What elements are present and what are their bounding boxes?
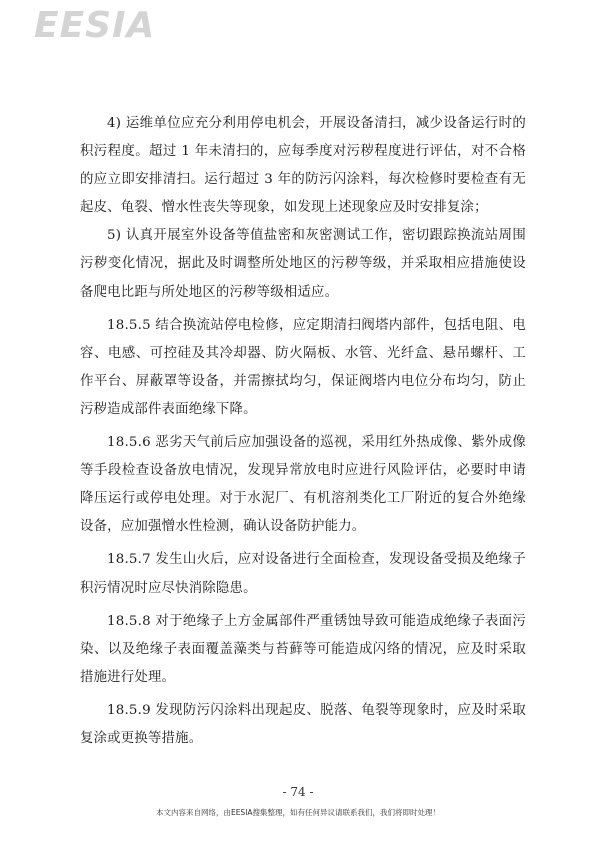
document-body <box>80 110 526 753</box>
eesia-logo: EESIA <box>34 5 156 46</box>
section-18-5-5: 18.5.5 结合换流站停电检修，应定期清扫阀塔内部件，包括电阻、电容、电感、可控硅及其冷却器、防火隔板、水管、光纤盒、悬吊螺杆、工作平台、屏蔽罩等设备，并需擦拭均匀，保证阀塔内电位分布均匀，防止污秽造成部件表面绝缘下降。 <box>80 317 526 417</box>
section-18-5-8: 18.5.8 对于绝缘子上方金属部件严重锈蚀导致可能造成绝缘子表面污染、以及绝缘子表面覆盖藻类与苔藓等可能造成闪络的情况，应及时采取措施进行处理。 <box>80 613 526 685</box>
section-18-5-6: 18.5.6 恶劣天气前后应加强设备的巡视，采用红外热成像、紫外成像等手段检查设备放电情况，发现异常放电时应进行风险评估，必要时申请降压运行或停电处理。对于水泥厂、有机溶剂类化工厂附近的复合外绝缘设备，应加强憎水性检测，确认设备防护能力。 <box>80 435 526 535</box>
paragraph-item-4: 4) 运维单位应充分利用停电机会，开展设备清扫，减少设备运行时的积污程度。超过 1 年未清扫的，应每季度对污秽程度进行评估，对不合格的应立即安排清扫。运行超过 3 年的防污闪涂料，每次检修时要检查有无起皮、龟裂、憎水性丧失等现象，如发现上述现象应及时安排复涂； <box>80 116 526 216</box>
section-18-5-7: 18.5.7 发生山火后，应对设备进行全面检查，发现设备受损及绝缘子积污情况时应尽快消除隐患。 <box>80 552 526 596</box>
section-18-5-9: 18.5.9 发现防污闪涂料出现起皮、脱落、龟裂等现象时，应及时采取复涂或更换等措施。 <box>80 702 526 746</box>
page-number: - 74 - <box>282 785 314 799</box>
footer-disclaimer: 本文内容来自网络，由EESIA搜集整理，如有任何异议请联系我们，我们将即时处理！ <box>155 808 441 817</box>
paragraph-item-5: 5) 认真开展室外设备等值盐密和灰密测试工作，密切跟踪换流站周围污秽变化情况，据此及时调整所处地区的污秽等级，并采取相应措施使设备爬电比距与所处地区的污秽等级相适应。 <box>80 228 526 300</box>
